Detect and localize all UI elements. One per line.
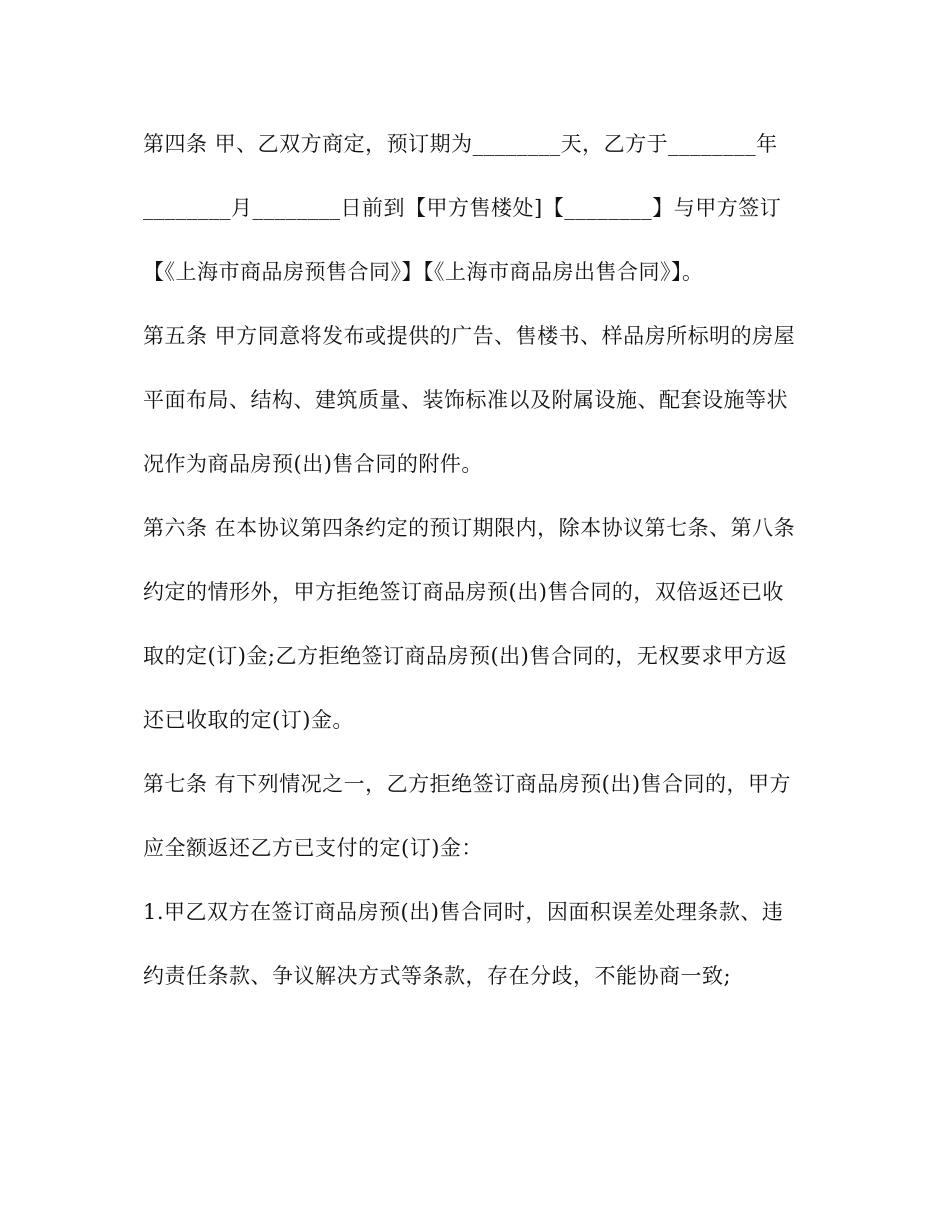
text-line: 【《上海市商品房预售合同》】【《上海市商品房出售合同》】。 <box>143 260 704 284</box>
text-line: 第六条 在本协议第四条约定的预订期限内，除本协议第七条、第八条 <box>143 516 796 540</box>
text-line: 取的定(订)金;乙方拒绝签订商品房预(出)售合同的，无权要求甲方返 <box>143 644 788 668</box>
text-line: 第五条 甲方同意将发布或提供的广告、售楼书、样品房所标明的房屋 <box>143 324 796 348</box>
text-line: 第四条 甲、乙双方商定，预订期为________天，乙方于________年 <box>143 132 778 156</box>
document-body <box>143 118 823 1014</box>
text-line: 1.甲乙双方在签订商品房预(出)售合同时，因面积误差处理条款、违 <box>143 900 784 924</box>
text-line: 应全额返还乙方已支付的定(订)金： <box>143 836 483 860</box>
text-line: 约责任条款、争议解决方式等条款，存在分歧，不能协商一致; <box>143 964 732 988</box>
text-line: 况作为商品房预(出)售合同的附件。 <box>143 452 483 476</box>
text-line: 还已收取的定(订)金。 <box>143 708 354 732</box>
text-line: ________月________日前到【甲方售楼处]【________】与甲方签订 <box>143 196 782 220</box>
text-line: 平面布局、结构、建筑质量、装饰标准以及附属设施、配套设施等状 <box>143 388 788 412</box>
text-line: 约定的情形外，甲方拒绝签订商品房预(出)售合同的，双倍返还已收 <box>143 580 784 604</box>
text-line: 第七条 有下列情况之一，乙方拒绝签订商品房预(出)售合同的，甲方 <box>143 772 792 796</box>
